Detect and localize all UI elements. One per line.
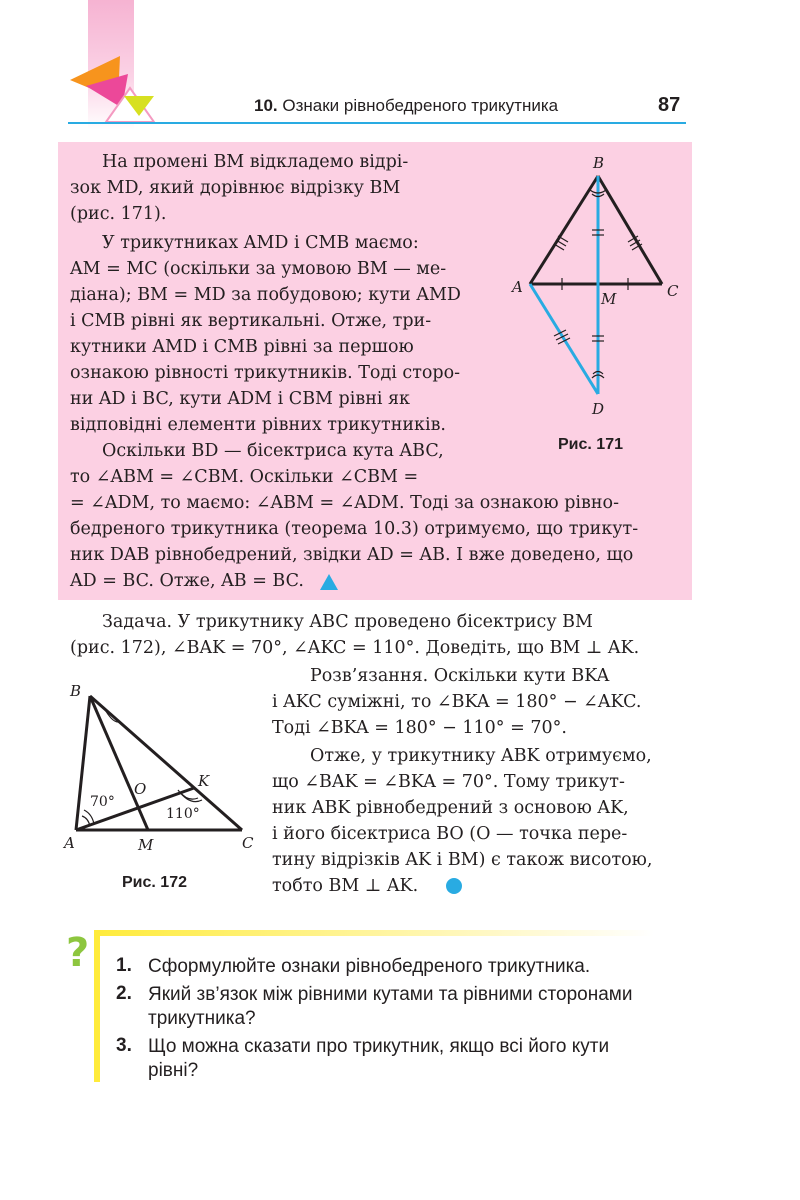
fig171-label-b: B [593,154,605,172]
fig172-label-k: K [198,772,210,790]
question-number: 1. [116,955,132,976]
solution-line: і AKC суміжні, то ∠BKA = 180° − ∠AKC. [272,692,642,712]
proof-line: ник DAB рівнобедрений, звідки AD = AB. І вже доведено, що [70,545,634,565]
fig172-label-c: C [242,834,254,852]
questions-side-bar [94,930,100,1082]
proof-line: і CMB рівні як вертикальні. Отже, три- [70,311,432,331]
section-title: 10. Ознаки рівнобедреного трикутника [254,96,559,115]
solution-line: тобто BM ⊥ AK. [272,876,419,896]
questions-top-bar [94,930,654,936]
fig172-label-o: O [134,780,147,798]
solution-line: і його бісектриса BO (O — точка пере- [272,824,628,844]
fig171-label-d: D [592,400,605,418]
solution-line: ник ABK рівнобедрений з основою AK, [272,798,629,818]
figure-172-caption: Рис. 172 [122,874,187,891]
header-rule [68,122,686,124]
figure-171-caption: Рис. 171 [558,436,623,453]
proof-line: діана); BM = MD за побудовою; кути AMD [70,285,461,305]
fig172-label-m: M [138,836,154,854]
chapter-logo-icon [66,50,162,126]
fig171-label-c: C [667,282,679,300]
fig172-label-a: A [64,834,75,852]
fig172-angle-k: 110° [166,806,200,822]
proof-line: (рис. 171). [70,204,167,224]
question-mark-icon: ? [66,930,90,976]
question-number: 2. [116,983,132,1004]
proof-line: AD = BC. Отже, AB = BC. [70,571,304,591]
proof-line: ни AD і BC, кути ADM і CBM рівні як [70,389,410,409]
question-text-continued: рівні? [148,1060,199,1081]
question-text: Сформулюйте ознаки рівнобедреного трикутника. [148,956,591,977]
fig172-label-b: B [70,682,82,700]
solution-line: що ∠BAK = ∠BKA = 70°. Тому трикут- [272,772,625,792]
proof-line: ознакою рівності трикутників. Тоді сторо- [70,363,461,383]
solution-line: Тоді ∠BKA = 180° − 110° = 70°. [272,718,567,738]
proof-line: = ∠ADM, то маємо: ∠ABM = ∠ADM. Тоді за ознакою рівно- [70,493,619,513]
proof-line: зок MD, який дорівнює відрізку BM [70,178,401,198]
figure-171 [500,150,690,425]
page-number: 87 [658,94,681,116]
question-number: 3. [116,1035,132,1056]
task-line: Задача. У трикутнику ABC проведено бісектрису BM [102,612,593,632]
proof-line: На промені BM відкладемо відрі- [102,152,409,172]
proof-line: то ∠ABM = ∠CBM. Оскільки ∠CBM = [70,467,419,487]
proof-line: AM = MC (оскільки за умовою BM — ме- [70,259,447,279]
solution-line: Розв’язання. Оскільки кути BKA [310,666,610,686]
solution-line: тину відрізків AK і BM) є також висотою, [272,850,653,870]
proof-line: відповідні елементи рівних трикутників. [70,415,446,435]
proof-line: кутники AMD і CMB рівні за першою [70,337,414,357]
task-line: (рис. 172), ∠BAK = 70°, ∠AKC = 110°. Доведіть, що BM ⊥ AK. [70,638,640,658]
figure-172 [60,680,260,865]
question-text: Який зв’язок між рівними кутами та рівними сторонами [148,984,633,1005]
question-text-continued: трикутника? [148,1008,256,1029]
end-of-proof-triangle-icon [318,572,340,592]
question-text: Що можна сказати про трикутник, якщо всі його кути [148,1036,610,1057]
end-of-solution-dot-icon [444,876,464,896]
proof-line: Оскільки BD — бісектриса кута ABC, [102,441,444,461]
fig171-label-a: A [512,278,523,296]
solution-line: Отже, у трикутнику ABK отримуємо, [310,746,652,766]
fig171-label-m: M [601,290,617,308]
proof-line: бедреного трикутника (теорема 10.3) отримуємо, що трикут- [70,519,639,539]
fig172-angle-a: 70° [90,794,115,810]
proof-line: У трикутниках AMD і CMB маємо: [102,233,419,253]
